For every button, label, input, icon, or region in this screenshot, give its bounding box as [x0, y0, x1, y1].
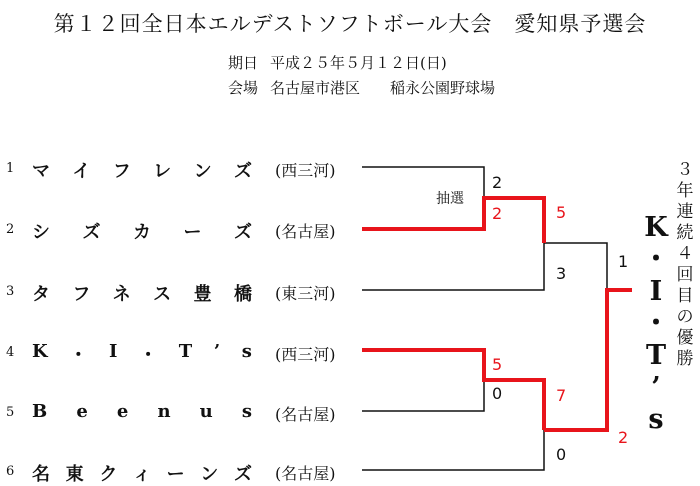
- team-name-char: フ: [112, 161, 131, 182]
- team-name-char: s: [241, 401, 252, 422]
- team-name-char: ー: [166, 464, 185, 485]
- vertical-char: K: [644, 212, 668, 243]
- team-name-char: u: [199, 401, 213, 422]
- score-sf-bottom-winner: 7: [556, 386, 567, 405]
- team-name-char: カ: [133, 222, 151, 243]
- vertical-char: 勝: [676, 349, 694, 369]
- champion-note: [674, 160, 696, 370]
- team-name-char: B: [32, 401, 48, 422]
- team-number: 5: [6, 405, 15, 420]
- team-name-char: ン: [193, 161, 212, 182]
- team-name-char: レ: [153, 161, 172, 182]
- venue-label: 会場: [228, 79, 259, 97]
- team-name-char: e: [76, 401, 88, 422]
- vertical-char: 回: [676, 265, 694, 285]
- page-title: 第１２回全日本エルデストソフトボール大会 愛知県予選会: [53, 12, 647, 36]
- team-number: 2: [6, 222, 15, 237]
- vertical-char: ’: [651, 372, 661, 403]
- team-name-char: ズ: [233, 464, 252, 485]
- team-region: (名古屋): [275, 464, 336, 483]
- team-number: 6: [6, 464, 15, 479]
- bracket-line-team3: [362, 243, 544, 290]
- team-name-char: ズ: [233, 161, 252, 182]
- team-name-char: ー: [183, 222, 202, 243]
- team-name-char: 東: [65, 464, 84, 485]
- vertical-char: ３: [676, 160, 694, 180]
- bracket-line-team6: [362, 430, 544, 470]
- vertical-char: T: [645, 340, 667, 371]
- team-name-char: T: [178, 341, 193, 362]
- score-sf-top-winner: 5: [556, 203, 567, 222]
- vertical-char: I: [649, 276, 663, 307]
- team-region: (名古屋): [275, 222, 336, 241]
- vertical-char: 年: [676, 181, 694, 201]
- team-number: 1: [6, 161, 15, 176]
- score-r1-team2: 2: [492, 204, 503, 223]
- bracket-line-team1: [362, 167, 484, 198]
- team-region: (名古屋): [275, 405, 336, 424]
- team-name-char: ン: [200, 464, 219, 485]
- team-name-char: 豊: [193, 284, 212, 305]
- score-r1-team5: 0: [492, 384, 503, 403]
- team-name-char: 橋: [233, 284, 252, 305]
- team-name-char: フ: [72, 284, 91, 305]
- bracket-line-team5: [362, 380, 484, 411]
- team-number: 3: [6, 284, 15, 299]
- score-final-top: 1: [618, 252, 629, 271]
- team-name-char: ズ: [82, 222, 101, 243]
- team-name-char: K: [32, 341, 48, 362]
- vertical-char: の: [676, 307, 694, 327]
- team-name-char: ’: [213, 341, 221, 362]
- team-region: (西三河): [275, 161, 336, 180]
- team-name-char: マ: [32, 161, 50, 182]
- venue-city: 名古屋市港区: [270, 79, 361, 97]
- team-region: (西三河): [275, 345, 336, 364]
- date-value: 平成２５年５月１２日(日): [270, 54, 447, 72]
- team-name-char: ス: [153, 284, 172, 305]
- vertical-char: 目: [676, 286, 694, 306]
- vertical-char: 連: [676, 202, 694, 222]
- vertical-char: 続: [676, 223, 694, 243]
- team-name-char: シ: [32, 222, 50, 243]
- score-final-bottom: 2: [618, 428, 629, 447]
- venue-place: 稲永公園野球場: [390, 79, 496, 97]
- team-name-char: s: [241, 341, 252, 362]
- team-name-char: 名: [32, 464, 50, 485]
- score-sf-team6: 0: [556, 445, 567, 464]
- team-name-char: I: [109, 341, 118, 362]
- lottery-label: 抽選: [436, 191, 464, 207]
- score-r1-team4: 5: [492, 355, 503, 374]
- winner-path-sf-bottom: [544, 290, 632, 430]
- bracket-line-sf-top: [544, 243, 607, 290]
- team-name-char: ク: [99, 464, 118, 485]
- date-label: 期日: [228, 54, 259, 72]
- vertical-char: ４: [676, 244, 694, 264]
- score-sf-team3: 3: [556, 264, 567, 283]
- team-region: (東三河): [275, 284, 336, 303]
- team-name-char: ズ: [234, 222, 252, 243]
- team-name-char: ・: [69, 345, 88, 366]
- team-name-char: タ: [32, 284, 50, 305]
- vertical-char: s: [648, 404, 664, 435]
- champion-name: [636, 212, 676, 436]
- team-name-char: ィ: [132, 464, 151, 485]
- vertical-char: ・: [642, 244, 670, 275]
- vertical-char: 優: [676, 328, 694, 348]
- team-name-char: e: [116, 401, 129, 422]
- team-name-char: ネ: [112, 284, 131, 305]
- team-name-char: n: [157, 401, 171, 422]
- team-name-char: ・: [139, 345, 158, 366]
- score-r1-team1: 2: [492, 173, 503, 192]
- vertical-char: ・: [642, 308, 670, 339]
- team-number: 4: [6, 345, 15, 360]
- team-name-char: イ: [72, 161, 91, 182]
- winner-path-team4: [362, 350, 544, 430]
